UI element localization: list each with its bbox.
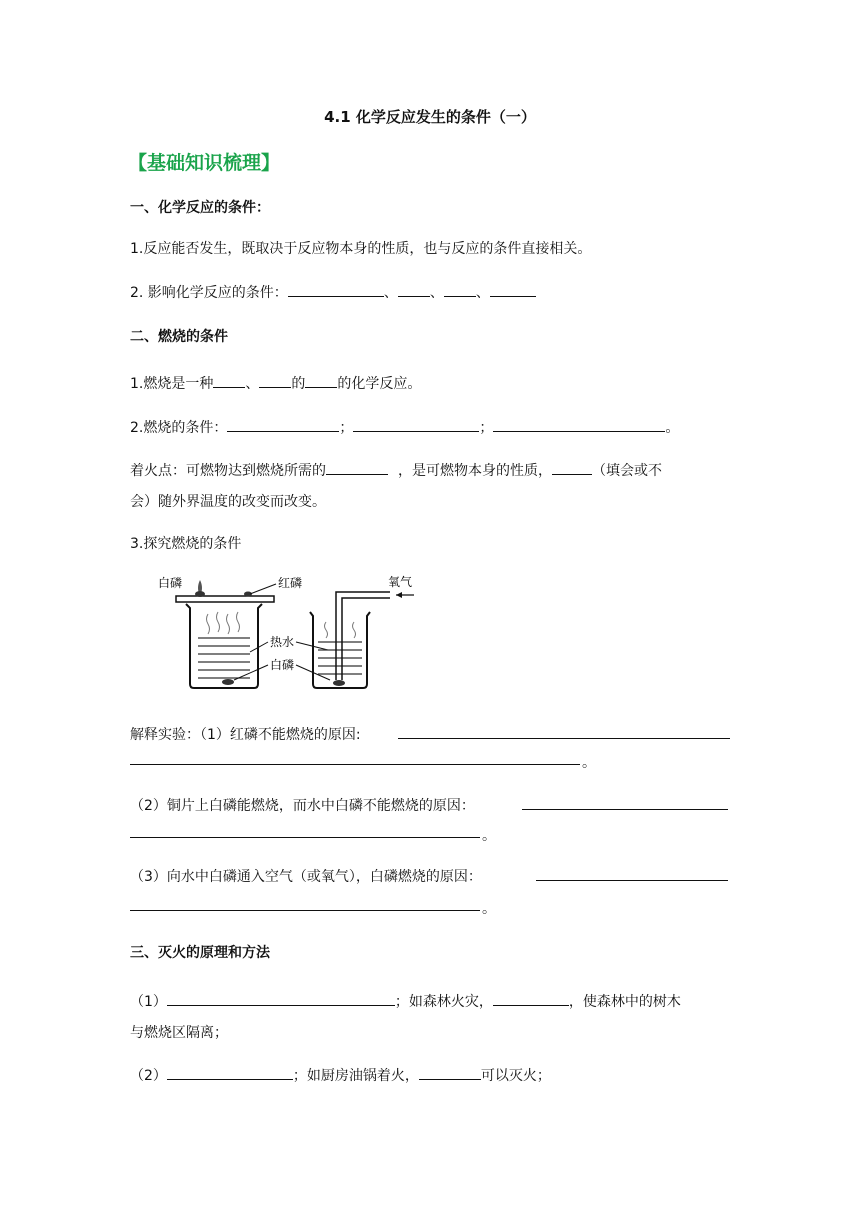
text: 2.燃烧的条件：	[130, 420, 228, 436]
method-1-line-1	[130, 991, 681, 1011]
page-title: 4.1 化学反应发生的条件（一）	[324, 108, 536, 126]
blank-field[interactable]	[259, 373, 291, 388]
ignition-line-2: 会）随外界温度的改变而改变。	[130, 494, 326, 510]
blank-field[interactable]	[213, 373, 245, 388]
section-1-heading: 一、化学反应的条件：	[130, 200, 270, 216]
text: 着火点：可燃物达到燃烧所需的	[130, 463, 326, 479]
blank-field[interactable]	[419, 1065, 481, 1080]
left-beaker	[176, 580, 274, 688]
explain-1: 解释实验：（1）红磷不能燃烧的原因:	[130, 727, 361, 743]
section-1-line-2	[130, 282, 536, 302]
text: ，是可燃物本身的性质，	[398, 463, 552, 479]
text: 。	[665, 420, 680, 436]
method-2-line	[130, 1065, 551, 1085]
explore-heading: 3.探究燃烧的条件	[130, 536, 242, 552]
blank-line[interactable]	[398, 738, 730, 739]
ignition-line-1	[130, 460, 662, 480]
text: 的化学反应。	[337, 376, 422, 392]
label-oxygen: 氧气	[388, 575, 413, 589]
period: 。	[482, 828, 496, 844]
blank-field[interactable]	[167, 991, 395, 1006]
method-1-line-2: 与燃烧区隔离；	[130, 1025, 228, 1041]
blank-line[interactable]	[130, 764, 580, 765]
explain-3: （3）向水中白磷通入空气（或氧气），白磷燃烧的原因：	[130, 869, 482, 885]
section-2-line-2	[130, 417, 679, 437]
text: 1.燃烧是一种	[130, 376, 214, 392]
label-white-phosphorus-water: 白磷	[270, 658, 295, 672]
text: （2）	[130, 1068, 167, 1084]
blank-line[interactable]	[522, 809, 728, 810]
section-1-line-1: 1.反应能否发生，既取决于反应物本身的性质，也与反应的条件直接相关。	[130, 241, 592, 257]
section-2-heading: 二、燃烧的条件	[130, 329, 228, 345]
blank-field[interactable]	[552, 460, 592, 475]
blank-field[interactable]	[353, 417, 479, 432]
text: 、	[245, 376, 260, 392]
combustion-experiment-figure	[150, 572, 430, 697]
right-beaker	[310, 592, 390, 688]
blank-field[interactable]	[493, 417, 665, 432]
label-red-phosphorus: 红磷	[278, 576, 303, 590]
text: （1）	[130, 994, 167, 1010]
text: ；	[479, 420, 494, 436]
separator: 、	[429, 285, 444, 301]
separator: 、	[383, 285, 398, 301]
blank-field[interactable]	[227, 417, 339, 432]
label-white-phosphorus-top: 白磷	[158, 576, 183, 590]
blank-line[interactable]	[130, 910, 480, 911]
blank-field[interactable]	[167, 1065, 293, 1080]
period: 。	[482, 901, 496, 917]
blank-field[interactable]	[444, 282, 476, 297]
label-hot-water: 热水	[270, 635, 295, 649]
text: ；	[339, 420, 354, 436]
explain-2: （2）铜片上白磷能燃烧，而水中白磷不能燃烧的原因：	[130, 798, 475, 814]
text: ，使森林中的树木	[568, 994, 681, 1010]
blank-field[interactable]	[326, 460, 388, 475]
blank-line[interactable]	[536, 880, 728, 881]
blank-field[interactable]	[288, 282, 384, 297]
blank-field[interactable]	[493, 991, 569, 1006]
line-2-prefix: 2. 影响化学反应的条件：	[130, 285, 288, 301]
text: （填会或不	[592, 463, 662, 479]
text: 的	[291, 376, 306, 392]
blank-line[interactable]	[130, 837, 480, 838]
text: ；如厨房油锅着火，	[292, 1068, 419, 1084]
gas-tube	[336, 592, 390, 680]
white-phosphorus-in-water	[222, 679, 234, 685]
separator: 、	[475, 285, 490, 301]
period: 。	[582, 755, 596, 771]
section-2-line-1	[130, 373, 421, 393]
copper-plate	[176, 596, 274, 602]
blank-field[interactable]	[490, 282, 536, 297]
text: ；如森林火灾，	[394, 994, 493, 1010]
blank-field[interactable]	[398, 282, 430, 297]
section-3-heading: 三、灭火的原理和方法	[130, 945, 270, 961]
blank-field[interactable]	[305, 373, 337, 388]
white-phosphorus-bottom	[333, 680, 345, 686]
section-header: 【基础知识梳理】	[128, 152, 281, 174]
text: 可以灭火；	[480, 1068, 551, 1084]
